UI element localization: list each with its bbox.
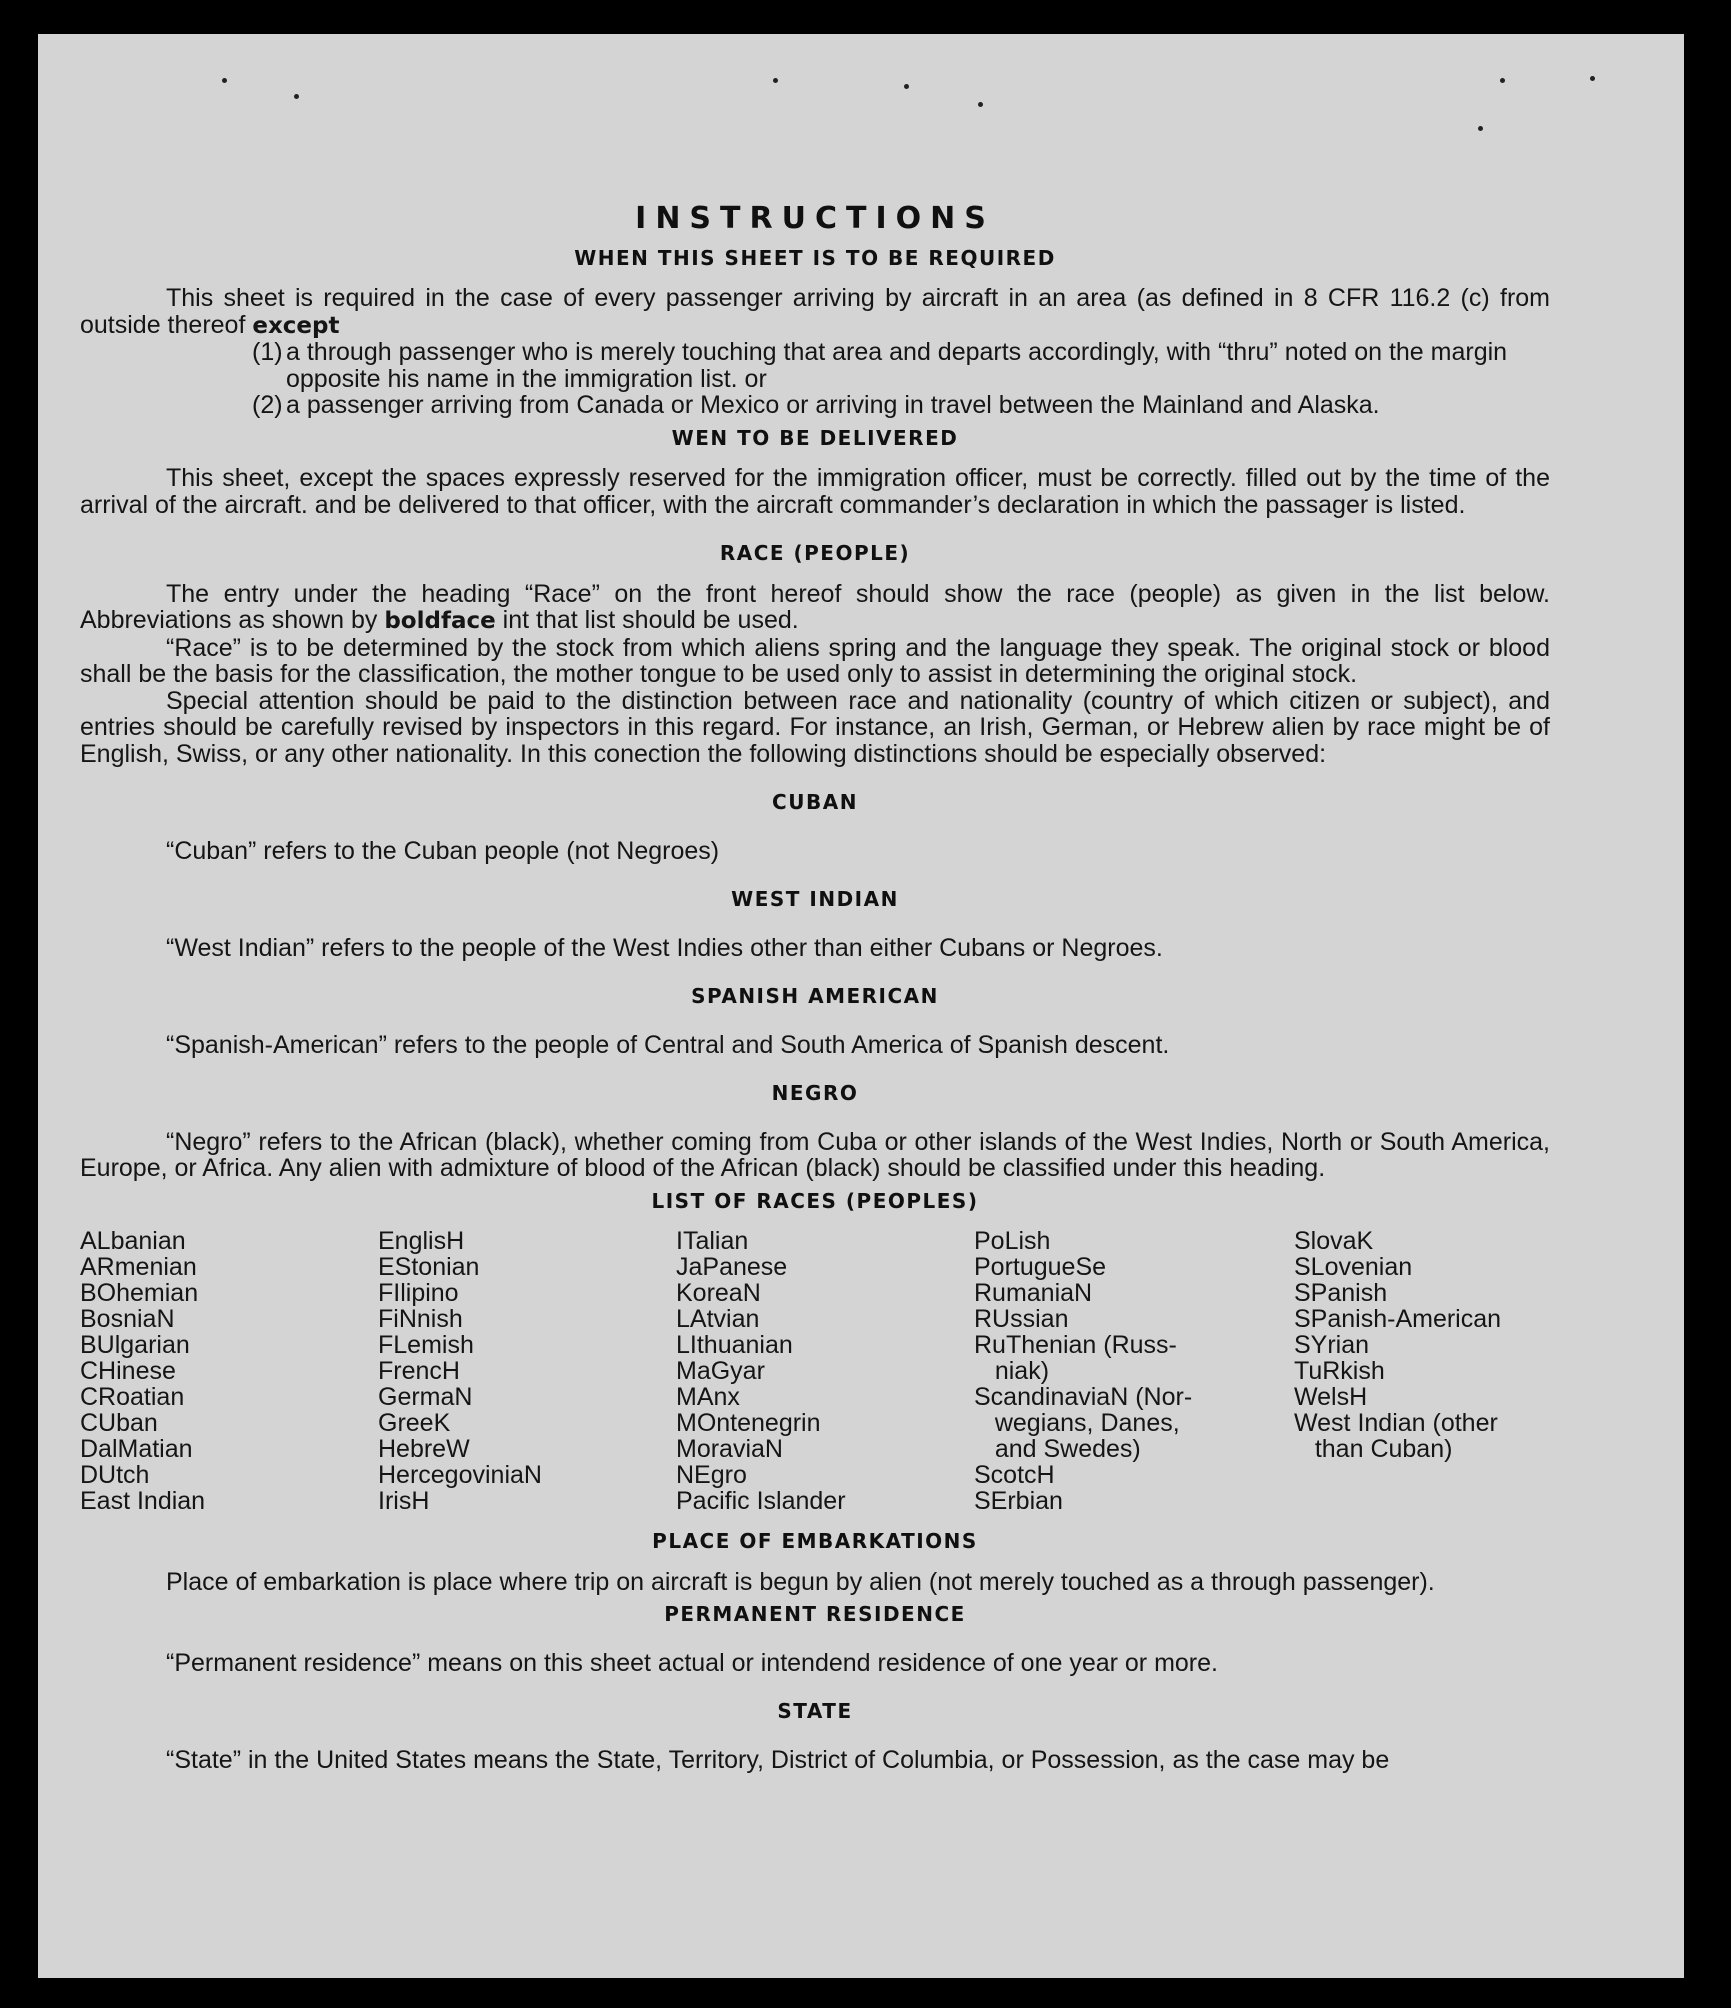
when-required-paragraph xyxy=(80,285,1550,339)
race-item: FrencH xyxy=(378,1357,460,1385)
exception-item-2 xyxy=(80,392,1550,419)
race-item: MoraviaN xyxy=(676,1435,783,1463)
state-paragraph: “State” in the United States means the State, Territory, District of Columbia, or Possession, as the case may be xyxy=(166,1745,1390,1774)
race-item: RuThenian (Russ- xyxy=(974,1331,1177,1359)
race-item: FLemish xyxy=(378,1331,474,1359)
race-item-continuation: niak) xyxy=(974,1357,1050,1385)
scan-speck xyxy=(294,94,299,99)
permanent-residence-paragraph: “Permanent residence” means on this sheet actual or intendend residence of one year or more. xyxy=(166,1648,1218,1677)
when-required-text: This sheet is required in the case of every passenger arriving by aircraft in an area (as defined in 8 CFR 116.2 (c) from outside thereof xyxy=(80,284,1550,339)
scan-speck xyxy=(1500,78,1505,83)
exception-number-1: (1) xyxy=(252,338,283,366)
race-item: FIlipino xyxy=(378,1279,459,1307)
scan-speck xyxy=(773,78,778,83)
race-item: LAtvian xyxy=(676,1305,760,1333)
embarkation-paragraph: Place of embarkation is place where trip on aircraft is begun by alien (not merely touched as a through passenger). xyxy=(166,1567,1435,1596)
section-heading-state: STATE xyxy=(777,1699,853,1723)
race-item: MOntenegrin xyxy=(676,1409,821,1437)
race-item: EStonian xyxy=(378,1253,480,1281)
page-title: INSTRUCTIONS xyxy=(635,201,995,236)
scan-speck xyxy=(222,78,227,83)
race-item: DUtch xyxy=(80,1461,150,1489)
scan-speck xyxy=(1590,76,1595,81)
race-item: BUlgarian xyxy=(80,1331,190,1359)
race-item: PoLish xyxy=(974,1227,1051,1255)
scan-speck xyxy=(978,102,983,107)
race-item: LIthuanian xyxy=(676,1331,793,1359)
races-column-4 xyxy=(974,1228,1294,1514)
race-item: IrisH xyxy=(378,1487,430,1515)
section-heading-when-delivered: WEN TO BE DELIVERED xyxy=(671,425,959,450)
race-item: KoreaN xyxy=(676,1279,761,1307)
race-paragraph-1-text-a: The entry under the heading “Race” on the front hereof should show the race (people) as given in the list below. Abbreviations as shown by xyxy=(80,579,1550,634)
when-delivered-paragraph: This sheet, except the spaces expressly reserved for the immigration officer, must be correctly. filled out by the time of the arrival of the aircraft. and be delivered to that officer, with the aircraft commander’s declaration in which the passager is listed. xyxy=(80,464,1550,519)
race-item: BOhemian xyxy=(80,1279,199,1307)
boldface-bold: boldface xyxy=(384,608,496,634)
race-item: ARmenian xyxy=(80,1253,197,1281)
race-item: SYrian xyxy=(1294,1331,1370,1359)
exception-number-2: (2) xyxy=(252,391,283,419)
west-indian-paragraph: “West Indian” refers to the people of the West Indies other than either Cubans or Negroes. xyxy=(166,933,1163,962)
race-item: West Indian (other xyxy=(1294,1409,1498,1437)
race-paragraph-3: Special attention should be paid to the distinction between race and nationality (country of which citizen or subject), and entries should be carefully revised by inspectors in this regard. For instance, an Irish, German, or Hebrew alien by race might be of English, Swiss, or any other nationality. In this conection the following distinctions should be especially observed: xyxy=(80,686,1550,768)
scan-speck xyxy=(904,84,909,89)
race-item: Pacific Islander xyxy=(676,1487,846,1515)
race-item: PortugueSe xyxy=(974,1253,1107,1281)
race-item: SPanish-American xyxy=(1294,1305,1502,1333)
exception-text-2: a passenger arriving from Canada or Mexico or arriving in travel between the Mainland and Alaska. xyxy=(286,391,1380,419)
race-paragraph-1 xyxy=(80,581,1550,635)
race-item: HercegoviniaN xyxy=(378,1461,542,1489)
race-item: DalMatian xyxy=(80,1435,193,1463)
race-item: CRoatian xyxy=(80,1383,185,1411)
section-heading-cuban: CUBAN xyxy=(772,790,858,814)
race-paragraph-1-text-b: int that list should be used. xyxy=(502,606,799,634)
race-item: MAnx xyxy=(676,1383,740,1411)
section-heading-negro: NEGRO xyxy=(771,1081,859,1105)
race-item: WelsH xyxy=(1294,1383,1368,1411)
race-item: ITalian xyxy=(676,1227,749,1255)
race-item: GermaN xyxy=(378,1383,473,1411)
race-item: HebreW xyxy=(378,1435,470,1463)
race-item-continuation: than Cuban) xyxy=(1294,1435,1453,1463)
race-item-continuation: and Swedes) xyxy=(974,1435,1141,1463)
race-item: SPanish xyxy=(1294,1279,1388,1307)
except-bold: except xyxy=(252,312,340,339)
race-item: GreeK xyxy=(378,1409,451,1437)
race-item: CHinese xyxy=(80,1357,176,1385)
section-heading-list-of-races: LIST OF RACES (PEOPLES) xyxy=(651,1188,979,1213)
race-item: JaPanese xyxy=(676,1253,788,1281)
section-heading-embarkation: PLACE OF EMBARKATIONS xyxy=(652,1529,978,1553)
race-item: TuRkish xyxy=(1294,1357,1385,1385)
race-item-continuation: wegians, Danes, xyxy=(974,1409,1180,1437)
exception-item-1 xyxy=(80,339,1550,392)
race-item: SLovenian xyxy=(1294,1253,1413,1281)
race-item: ScandinaviaN (Nor- xyxy=(974,1383,1193,1411)
spanish-american-paragraph: “Spanish-American” refers to the people of Central and South America of Spanish descent. xyxy=(166,1030,1170,1059)
race-item: CUban xyxy=(80,1409,158,1437)
race-item: RumaniaN xyxy=(974,1279,1093,1307)
exception-text-1: a through passenger who is merely touching that area and departs accordingly, with “thru” noted on the margin opposite his name in the immigration list. or xyxy=(286,338,1508,393)
negro-paragraph: “Negro” refers to the African (black), whether coming from Cuba or other islands of the West Indies, North or South America, Europe, or Africa. Any alien with admixture of blood of the African (black) should be classified under this heading. xyxy=(80,1127,1550,1182)
race-item: SlovaK xyxy=(1294,1227,1374,1255)
races-list xyxy=(80,1228,1550,1514)
scan-speck xyxy=(1478,126,1483,131)
race-item: East Indian xyxy=(80,1487,206,1515)
race-item: NEgro xyxy=(676,1461,747,1489)
races-column-3 xyxy=(676,1228,974,1514)
section-heading-race: RACE (PEOPLE) xyxy=(719,541,911,565)
race-item: BosniaN xyxy=(80,1305,175,1333)
race-item: EnglisH xyxy=(378,1227,465,1255)
races-column-2 xyxy=(378,1228,676,1514)
race-item: SErbian xyxy=(974,1487,1063,1515)
section-heading-when-required: WHEN THIS SHEET IS TO BE REQUIRED xyxy=(574,245,1056,270)
race-item: MaGyar xyxy=(676,1357,765,1385)
races-column-1 xyxy=(80,1228,378,1514)
race-item: ScotcH xyxy=(974,1461,1055,1489)
race-item: RUssian xyxy=(974,1305,1069,1333)
race-item: ALbanian xyxy=(80,1227,186,1255)
race-item: FiNnish xyxy=(378,1305,463,1333)
document-sheet xyxy=(38,34,1684,1978)
section-heading-permanent-residence: PERMANENT RESIDENCE xyxy=(664,1602,966,1626)
races-column-5 xyxy=(1294,1228,1550,1514)
section-heading-spanish-american: SPANISH AMERICAN xyxy=(691,984,939,1008)
section-heading-west-indian: WEST INDIAN xyxy=(731,887,899,911)
instructions-content xyxy=(80,170,1550,1773)
cuban-paragraph: “Cuban” refers to the Cuban people (not Negroes) xyxy=(166,836,720,865)
race-paragraph-2: “Race” is to be determined by the stock from which aliens spring and the language they speak. The original stock or blood shall be the basis for the classification, the mother tongue to be used only to assist in determining the original stock. xyxy=(80,633,1550,688)
